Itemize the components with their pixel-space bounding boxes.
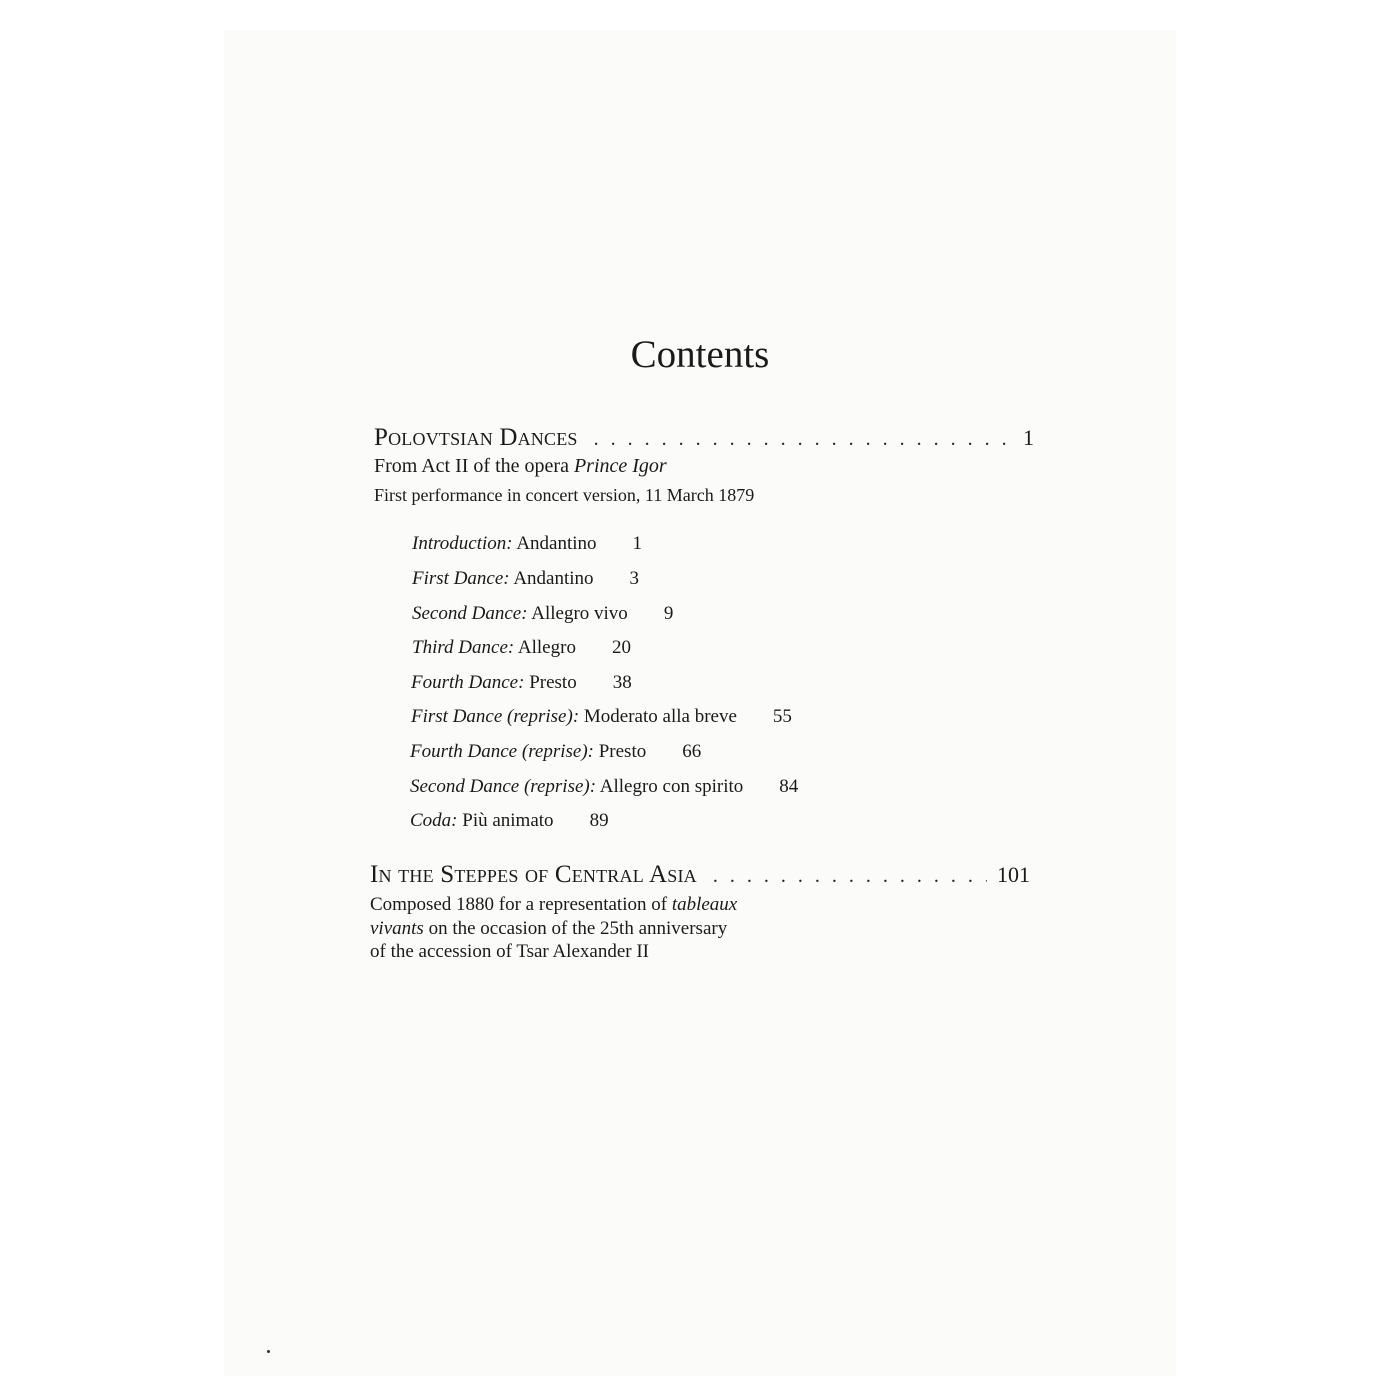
toc-entry-polovtsian-dances[interactable] (374, 424, 1034, 452)
movement-tempo: Più animato (462, 810, 554, 831)
description-text: Composed 1880 for a representation of (370, 894, 672, 915)
dot-leader (713, 865, 987, 888)
description-italic: tableaux (671, 894, 738, 915)
section-description-line (370, 894, 737, 916)
movement-tempo: Allegro vivo (531, 603, 628, 624)
movement-tempo: Andantino (513, 568, 594, 589)
movement-entry[interactable] (412, 533, 642, 555)
description-text: on the occasion of the 25th anniversary (423, 918, 728, 939)
section-title: In the Steppes of Central Asia (370, 861, 697, 888)
movement-tempo: Allegro con spirito (599, 776, 744, 797)
movement-label: First Dance (reprise): (411, 706, 580, 727)
movement-label: First Dance: (412, 568, 510, 589)
movement-page-number: 1 (632, 533, 643, 554)
page-title: Contents (630, 333, 770, 376)
movement-entry[interactable] (410, 810, 609, 832)
subtitle-text: From Act II of the opera (374, 455, 574, 477)
movement-entry[interactable] (412, 603, 673, 625)
description-italic: vivants (370, 918, 424, 939)
movement-entry[interactable] (411, 672, 632, 694)
section-page-number: 101 (997, 862, 1030, 887)
movement-page-number: 9 (663, 603, 674, 624)
movement-entry[interactable] (410, 776, 798, 798)
movement-entry[interactable] (410, 741, 701, 763)
movement-page-number: 89 (589, 810, 609, 831)
section-note: First performance in concert version, 11 March 1879 (374, 485, 755, 505)
movement-label: Third Dance: (412, 637, 515, 658)
movement-page-number: 55 (772, 706, 792, 727)
movement-label: Fourth Dance: (411, 672, 525, 693)
movement-tempo: Presto (529, 672, 577, 693)
page-sheet (224, 30, 1176, 1376)
movement-entry[interactable] (412, 568, 639, 590)
section-description-line (370, 918, 727, 940)
movement-label: Fourth Dance (reprise): (410, 741, 594, 762)
section-title: Polovtsian Dances (374, 424, 578, 451)
movement-tempo: Presto (598, 741, 647, 762)
movement-label: Second Dance: (412, 603, 528, 624)
opera-title: Prince Igor (573, 455, 667, 477)
movement-page-number: 20 (611, 637, 631, 658)
movement-tempo: Allegro (517, 637, 576, 658)
section-subtitle (374, 455, 667, 478)
movement-page-number: 3 (629, 568, 640, 589)
movement-label: Coda: (410, 810, 458, 831)
movement-page-number: 66 (682, 741, 702, 762)
toc-entry-steppes-central-asia[interactable] (370, 861, 1030, 889)
movement-page-number: 84 (779, 776, 799, 797)
movement-label: Second Dance (reprise): (410, 776, 597, 797)
section-description-line: of the accession of Tsar Alexander II (370, 941, 649, 962)
movement-entry[interactable] (411, 706, 792, 728)
movement-entry[interactable] (412, 637, 631, 659)
dot-leader (594, 428, 1013, 451)
scan-speck (267, 1350, 270, 1353)
movement-tempo: Andantino (516, 533, 597, 554)
movement-page-number: 38 (612, 672, 632, 693)
movement-label: Introduction: (412, 533, 513, 554)
movement-tempo: Moderato alla breve (583, 706, 737, 727)
section-page-number: 1 (1023, 425, 1034, 450)
